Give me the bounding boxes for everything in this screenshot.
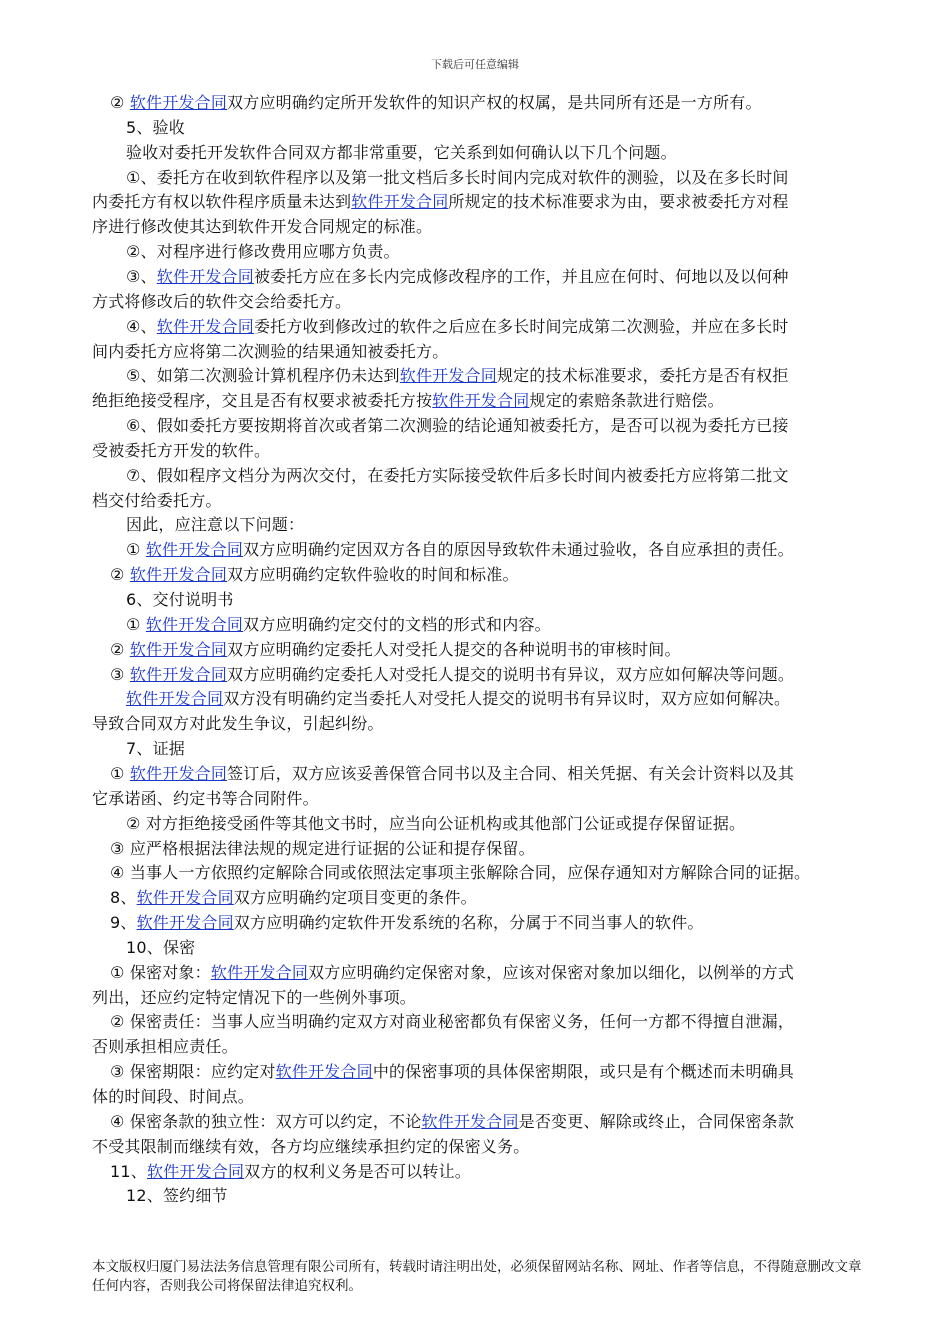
text-segment: 9、 bbox=[110, 913, 137, 933]
text-segment: ⑥、假如委托方要按期将首次或者第二次测验的结论通知被委托方，是否可以视为委托方已接 bbox=[126, 416, 789, 436]
text-segment: 双方应明确约定委托人对受托人提交的各种说明书的审核时间。 bbox=[227, 639, 681, 659]
text-segment: 双方没有明确约定当委托人对受托人提交的说明书有异议时，双方应如何解决。 bbox=[223, 689, 791, 709]
text-line bbox=[110, 1061, 794, 1083]
text-line bbox=[110, 92, 762, 114]
text-segment: ② bbox=[110, 639, 130, 659]
text-line bbox=[110, 962, 794, 984]
text-line bbox=[92, 390, 724, 412]
text-segment: 11、 bbox=[110, 1161, 147, 1181]
text-segment: ① bbox=[110, 763, 130, 783]
text-segment: ② bbox=[110, 565, 130, 585]
text-segment: 双方应明确约定软件验收的时间和标准。 bbox=[227, 565, 519, 585]
text-segment: 委托方收到修改过的软件之后应在多长时间完成第二次测验，并应在多长时 bbox=[253, 316, 789, 336]
text-segment: ② bbox=[110, 93, 130, 112]
text-segment: 双方应明确约定因双方各自的原因导致软件未通过验收，各自应承担的责任。 bbox=[243, 540, 794, 560]
text-line bbox=[110, 1011, 794, 1033]
text-segment: ① bbox=[126, 540, 146, 560]
text-segment: 10、保密 bbox=[126, 937, 196, 957]
contract-link[interactable]: 软件开发合同 bbox=[156, 316, 254, 336]
text-segment: 所规定的技术标准要求为由，要求被委托方对程 bbox=[448, 192, 789, 212]
text-line bbox=[126, 539, 794, 561]
contract-link[interactable]: 软件开发合同 bbox=[136, 888, 234, 908]
text-line bbox=[126, 142, 677, 164]
text-line bbox=[126, 365, 789, 387]
contract-link[interactable]: 软件开发合同 bbox=[145, 540, 244, 560]
contract-link[interactable]: 软件开发合同 bbox=[399, 366, 497, 386]
text-line bbox=[126, 614, 551, 636]
contract-link[interactable]: 软件开发合同 bbox=[129, 639, 228, 659]
text-line bbox=[92, 1136, 529, 1158]
text-line bbox=[110, 912, 704, 934]
text-line bbox=[92, 341, 448, 363]
text-segment: 档交付给委托方。 bbox=[92, 490, 222, 510]
text-segment: 双方应明确约定交付的文档的形式和内容。 bbox=[243, 614, 551, 634]
text-line bbox=[110, 639, 681, 661]
text-segment: 12、签约细节 bbox=[126, 1186, 228, 1206]
text-segment: 不受其限制而继续有效，各方均应继续承担约定的保密义务。 bbox=[92, 1136, 530, 1156]
contract-link[interactable]: 软件开发合同 bbox=[129, 565, 228, 585]
text-segment: ⑦、假如程序文档分为两次交付，在委托方实际接受软件后多长时间内被委托方应将第二批文 bbox=[126, 465, 789, 485]
text-segment: 规定的技术标准要求，委托方是否有权拒 bbox=[496, 366, 789, 386]
text-segment: ①、委托方在收到软件程序以及第一批文档后多长时间内完成对软件的测验，以及在多长时间 bbox=[126, 167, 789, 187]
text-line bbox=[110, 1111, 794, 1133]
text-line bbox=[126, 1185, 228, 1207]
text-segment: 双方应明确约定保密对象，应该对保密对象加以细化，以例举的方式 bbox=[308, 962, 795, 982]
text-line bbox=[110, 564, 519, 586]
text-segment: 8、 bbox=[110, 888, 137, 908]
text-segment: 双方应明确约定软件开发系统的名称，分属于不同当事人的软件。 bbox=[233, 913, 704, 933]
text-segment: 规定的索赔条款进行赔偿。 bbox=[529, 391, 724, 411]
text-line bbox=[110, 862, 810, 884]
text-line bbox=[92, 1036, 238, 1058]
text-segment: 内委托方有权以软件程序质量未达到 bbox=[92, 192, 352, 212]
text-line bbox=[92, 987, 416, 1009]
text-segment: 6、交付说明书 bbox=[126, 590, 234, 609]
copyright-footer: 本文版权归厦门易法法务信息管理有限公司所有，转载时请注明出处，必须保留网站名称、网址、作者等信息，不得随意删改文章任何内容，否则我公司将保留法律追究权利。 bbox=[92, 1259, 862, 1294]
text-segment: 受被委托方开发的软件。 bbox=[92, 440, 271, 460]
text-line bbox=[92, 1086, 254, 1108]
contract-link[interactable]: 软件开发合同 bbox=[275, 1062, 373, 1082]
text-segment: ②、对程序进行修改费用应哪方负责。 bbox=[126, 242, 400, 262]
contract-link[interactable]: 软件开发合同 bbox=[421, 1111, 519, 1131]
text-line bbox=[92, 291, 351, 313]
contract-link[interactable]: 软件开发合同 bbox=[129, 664, 228, 684]
text-segment: 双方应明确约定委托人对受托人提交的说明书有异议，双方应如何解决等问题。 bbox=[227, 664, 795, 684]
text-segment: 双方应明确约定项目变更的条件。 bbox=[233, 888, 477, 908]
text-line bbox=[110, 887, 477, 909]
text-line bbox=[92, 713, 384, 735]
text-line bbox=[126, 117, 185, 139]
text-segment: ④ 保密条款的独立性：双方可以约定，不论 bbox=[110, 1111, 422, 1131]
text-segment: 7、证据 bbox=[126, 739, 185, 759]
contract-link[interactable]: 软件开发合同 bbox=[129, 763, 228, 783]
text-segment: 序进行修改使其达到软件开发合同规定的标准。 bbox=[92, 217, 433, 237]
text-segment: 方式将修改后的软件交会给委托方。 bbox=[92, 291, 352, 311]
page-header: 下载后可任意编辑 bbox=[431, 58, 519, 71]
text-segment: 导致合同双方对此发生争议，引起纠纷。 bbox=[92, 714, 384, 734]
text-line bbox=[126, 465, 789, 487]
text-segment: 否则承担相应责任。 bbox=[92, 1037, 238, 1057]
text-segment: 签订后，双方应该妥善保管合同书以及主合同、相关凭据、有关会计资料以及其 bbox=[227, 763, 795, 783]
contract-link[interactable]: 软件开发合同 bbox=[156, 266, 254, 286]
text-segment: ① 保密对象： bbox=[110, 962, 211, 982]
text-segment: 中的保密事项的具体保密期限，或只是有个概述而未明确具 bbox=[372, 1062, 795, 1082]
text-segment: ③ 应严格根据法律法规的规定进行证据的公证和提存保留。 bbox=[110, 838, 535, 858]
text-line bbox=[110, 664, 794, 686]
text-segment: ③ 保密期限：应约定对 bbox=[110, 1062, 276, 1082]
text-segment: ④、 bbox=[126, 316, 157, 336]
text-segment: ③ bbox=[110, 664, 130, 684]
text-line bbox=[126, 514, 304, 536]
text-segment: 因此，应注意以下问题： bbox=[126, 515, 305, 535]
text-line bbox=[126, 937, 195, 959]
text-segment: 列出，还应约定特定情况下的一些例外事项。 bbox=[92, 987, 417, 1007]
text-segment: ③、 bbox=[126, 266, 157, 286]
text-line bbox=[126, 738, 185, 760]
text-line bbox=[126, 589, 234, 611]
text-segment: ① bbox=[126, 614, 146, 634]
text-line bbox=[92, 440, 270, 462]
text-segment: 间内委托方应将第二次测验的结果通知被委托方。 bbox=[92, 341, 449, 361]
text-line bbox=[126, 316, 789, 338]
text-segment: 双方的权利义务是否可以转让。 bbox=[244, 1161, 471, 1181]
contract-link[interactable]: 软件开发合同 bbox=[351, 192, 449, 212]
text-line bbox=[126, 813, 745, 835]
text-line bbox=[110, 1161, 471, 1183]
text-segment: 体的时间段、时间点。 bbox=[92, 1087, 255, 1106]
text-line bbox=[92, 191, 789, 213]
text-line bbox=[110, 838, 535, 860]
contract-link[interactable]: 软件开发合同 bbox=[146, 1161, 245, 1181]
text-segment: 被委托方应在多长内完成修改程序的工作，并且应在何时、何地以及以何种 bbox=[253, 266, 789, 286]
text-line bbox=[126, 241, 400, 263]
text-segment: 绝拒绝接受程序，交且是否有权要求被委托方按 bbox=[92, 391, 433, 411]
text-segment: 双方应明确约定所开发软件的知识产权的权属，是共同所有还是一方所有。 bbox=[227, 93, 762, 112]
text-line bbox=[126, 167, 789, 189]
text-line bbox=[126, 688, 790, 710]
text-segment: ② 对方拒绝接受函件等其他文书时，应当向公证机构或其他部门公证或提存保留证据。 bbox=[126, 813, 746, 833]
contract-link[interactable]: 软件开发合同 bbox=[210, 962, 309, 982]
contract-link[interactable]: 软件开发合同 bbox=[145, 614, 244, 634]
text-line bbox=[92, 788, 319, 810]
text-segment: 它承诺函、约定书等合同附件。 bbox=[92, 788, 319, 808]
text-line bbox=[92, 216, 432, 238]
text-segment: 5、验收 bbox=[126, 117, 185, 137]
text-segment: ② 保密责任：当事人应当明确约定双方对商业秘密都负有保密义务，任何一方都不得擅自泄漏， bbox=[110, 1012, 795, 1032]
text-segment: ⑤、如第二次测验计算机程序仍未达到 bbox=[126, 366, 400, 386]
text-segment: ④ 当事人一方依照约定解除合同或依照法定事项主张解除合同，应保存通知对方解除合同的证据。 bbox=[110, 863, 811, 883]
text-segment: 是否变更、解除或终止，合同保密条款 bbox=[518, 1111, 795, 1131]
text-line bbox=[92, 490, 222, 512]
contract-link[interactable]: 软件开发合同 bbox=[129, 93, 228, 112]
contract-link[interactable]: 软件开发合同 bbox=[432, 391, 530, 411]
text-segment: 验收对委托开发软件合同双方都非常重要，它关系到如何确认以下几个问题。 bbox=[126, 142, 677, 162]
text-line bbox=[110, 763, 794, 785]
text-line bbox=[126, 266, 789, 288]
contract-link[interactable]: 软件开发合同 bbox=[126, 689, 224, 709]
text-line bbox=[126, 415, 789, 437]
contract-link[interactable]: 软件开发合同 bbox=[136, 913, 234, 933]
